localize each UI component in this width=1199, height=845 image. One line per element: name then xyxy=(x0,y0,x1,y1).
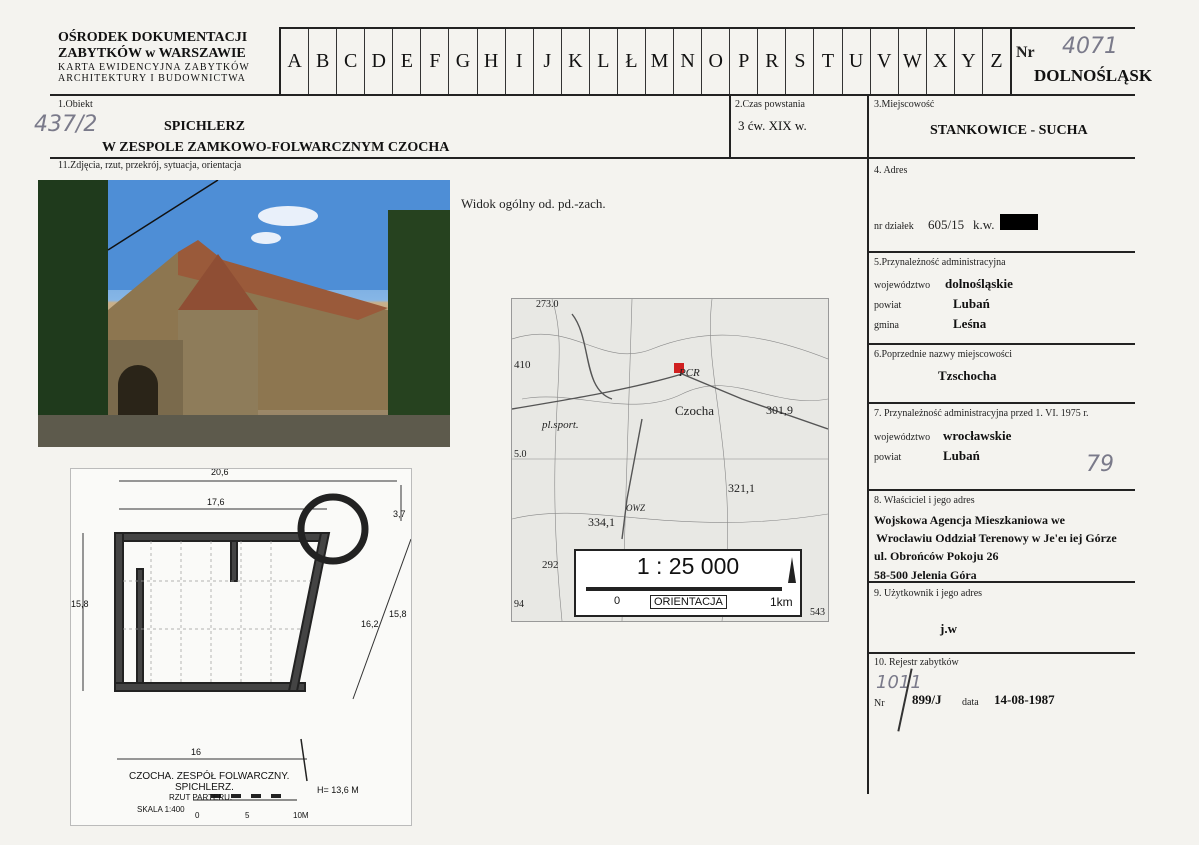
header-line1: OŚRODEK DOKUMENTACJI xyxy=(58,30,248,45)
letter-cell: X xyxy=(926,28,954,94)
letter-cell: S xyxy=(785,28,813,94)
plan-scale-10: 10M xyxy=(293,811,309,820)
przed1975-handwritten: 79 xyxy=(1086,452,1114,477)
rejestr-data-label: data xyxy=(962,697,979,708)
redacted-box xyxy=(1000,214,1038,230)
uzytkownik-value: j.w xyxy=(940,621,957,636)
map-scale: 1 : 25 000 xyxy=(636,553,740,579)
plan-title-2: SPICHLERZ. xyxy=(175,782,234,793)
poprzednie-value: Tzschocha xyxy=(938,368,997,383)
map-height-9: 273.0 xyxy=(536,299,559,310)
plan-dim-2: 17,6 xyxy=(207,497,225,507)
frame-line-2 xyxy=(50,157,1135,159)
przed1975-powiat-label: powiat xyxy=(874,452,902,463)
letter-cell: J xyxy=(533,28,561,94)
map-pcr: PCR xyxy=(679,367,700,379)
frame-v-header xyxy=(279,27,281,95)
letter-cell: Z xyxy=(982,28,1010,94)
frame-v-nr xyxy=(1010,27,1012,95)
letter-cell: M xyxy=(645,28,673,94)
sep-10 xyxy=(867,652,1135,654)
adres-label: 4. Adres xyxy=(874,165,908,176)
sep-7 xyxy=(867,402,1135,404)
plan-height: H= 13,6 M xyxy=(317,785,359,795)
rejestr-nr-value: 899/J xyxy=(912,692,942,707)
sep-8 xyxy=(867,489,1135,491)
map-place: Czocha xyxy=(675,403,714,418)
plan-scale-0: 0 xyxy=(195,811,200,820)
obiekt-context: W ZESPOLE ZAMKOWO-FOLWARCZNYM CZOCHA xyxy=(102,140,450,155)
map-scale-bar xyxy=(586,587,782,591)
building-photo xyxy=(38,180,450,447)
przynaleznosc-label: 5.Przynależność administracyjna xyxy=(874,257,1006,268)
header-line2: ZABYTKÓW w WARSZAWIE xyxy=(58,46,246,61)
rejestr-label: 10. Rejestr zabytków xyxy=(874,657,959,668)
plan-dim-1: 20,6 xyxy=(211,468,229,477)
letter-cell: L xyxy=(589,28,617,94)
letter-cell: F xyxy=(420,28,448,94)
woj-label: województwo xyxy=(874,280,931,291)
czas-label: 2.Czas powstania xyxy=(735,99,805,110)
obiekt-handwritten: 437/2 xyxy=(34,112,98,137)
przed1975-label: 7. Przynależność administracyjna przed 1. VI. 1975 r. xyxy=(874,408,1089,419)
letter-cell: Y xyxy=(954,28,982,94)
sep-5 xyxy=(867,251,1135,253)
letter-cell: H xyxy=(477,28,505,94)
plan-dim-4: 15,8 xyxy=(389,609,407,619)
wlasciciel-line4: 58-500 Jelenia Góra xyxy=(874,568,977,582)
letter-cell: C xyxy=(336,28,364,94)
dzialek-value: 605/15 xyxy=(928,217,965,232)
miejscowosc-label: 3.Miejscowość xyxy=(874,99,935,110)
woj-value: dolnośląskie xyxy=(945,276,1013,291)
przed1975-woj-label: województwo xyxy=(874,432,931,443)
frame-line-1 xyxy=(50,94,1135,96)
letter-cell: P xyxy=(729,28,757,94)
plan-dim-6: 16,2 xyxy=(361,619,379,629)
sep-6 xyxy=(867,343,1135,345)
header-line3: KARTA EWIDENCYJNA ZABYTKÓW xyxy=(58,62,250,73)
map-height-2: 321,1 xyxy=(728,481,755,495)
powiat-label: powiat xyxy=(874,300,902,311)
zdjecia-label: 11.Zdjęcia, rzut, przekrój, sytuacja, orientacja xyxy=(58,160,242,171)
frame-top xyxy=(280,27,1135,29)
map-height-5: 410 xyxy=(514,359,531,371)
uzytkownik-label: 9. Użytkownik i jego adres xyxy=(874,588,983,599)
letter-index-row xyxy=(280,28,1010,94)
letter-cell: O xyxy=(701,28,729,94)
photo-caption: Widok ogólny od. pd.-zach. xyxy=(461,196,606,211)
location-map xyxy=(511,298,829,622)
rejestr-nr-label: Nr xyxy=(874,698,885,709)
map-height-6: 543 xyxy=(810,607,825,618)
map-height-4: 292 xyxy=(542,559,559,571)
letter-cell: I xyxy=(505,28,533,94)
plan-dim-7: 3,7 xyxy=(393,509,406,519)
gmina-value: Leśna xyxy=(953,316,987,331)
map-owz: OWZ xyxy=(626,503,646,513)
obiekt-name: SPICHLERZ xyxy=(164,119,245,134)
plan-scale-5: 5 xyxy=(245,811,250,820)
powiat-value: Lubań xyxy=(953,296,990,311)
letter-cell: V xyxy=(870,28,898,94)
poprzednie-label: 6.Poprzednie nazwy miejscowości xyxy=(874,349,1013,360)
letter-cell: B xyxy=(308,28,336,94)
wlasciciel-line1: Wojskowa Agencja Mieszkaniowa we xyxy=(874,513,1065,527)
dzialek-label: nr działek xyxy=(874,221,914,232)
letter-cell: D xyxy=(364,28,392,94)
region-label: DOLNOŚLĄSK xyxy=(1034,66,1153,85)
map-scale-zero: 0 xyxy=(614,595,621,607)
map-orientacja: ORIENTACJA xyxy=(650,595,727,609)
rejestr-data-value: 14-08-1987 xyxy=(994,692,1055,707)
wlasciciel-line2: Wrocławiu Oddział Terenowy w Je'eı iej Górze xyxy=(876,531,1117,545)
przed1975-woj-value: wrocławskie xyxy=(943,428,1012,443)
plan-title-1: CZOCHA. ZESPÓŁ FOLWARCZNY. xyxy=(129,771,290,782)
plan-dim-3: 15,8 xyxy=(71,599,89,609)
letter-cell: T xyxy=(813,28,841,94)
letter-cell: K xyxy=(561,28,589,94)
obiekt-label: 1.Obiekt xyxy=(58,99,93,110)
plan-scale: SKALA 1:400 xyxy=(137,805,185,814)
header-line4: ARCHITEKTURY I BUDOWNICTWA xyxy=(58,73,246,84)
letter-cell: R xyxy=(757,28,785,94)
letter-cell: N xyxy=(673,28,701,94)
map-height-7: 94 xyxy=(514,599,524,610)
letter-cell: Ł xyxy=(617,28,645,94)
frame-v-czas xyxy=(729,94,731,158)
plan-dim-5: 16 xyxy=(191,747,202,757)
wlasciciel-label: 8. Właściciel i jego adres xyxy=(874,495,975,506)
map-height-8: 5.0 xyxy=(514,449,527,460)
plan-title-3: RZUT PARTERU. xyxy=(169,793,233,802)
przed1975-powiat-value: Lubań xyxy=(943,448,980,463)
map-height-3: 334,1 xyxy=(588,515,615,529)
nr-handwritten: 4071 xyxy=(1062,34,1118,59)
north-arrow-icon xyxy=(788,557,796,583)
letter-cell: G xyxy=(448,28,476,94)
map-scale-km: 1km xyxy=(770,595,793,609)
letter-cell: E xyxy=(392,28,420,94)
frame-v-right xyxy=(867,94,869,794)
letter-cell: A xyxy=(280,28,308,94)
miejscowosc-value: STANKOWICE - SUCHA xyxy=(930,123,1088,138)
gmina-label: gmina xyxy=(874,320,899,331)
map-scale-box xyxy=(574,549,802,617)
map-height-1: 301,9 xyxy=(766,403,793,417)
letter-cell: W xyxy=(898,28,926,94)
kw-label: k.w. xyxy=(973,217,995,232)
floor-plan xyxy=(70,468,412,826)
map-sport: pl.sport. xyxy=(542,419,579,431)
institution-header xyxy=(58,30,272,84)
rejestr-handwritten: 1011 xyxy=(876,672,922,693)
wlasciciel-line3: ul. Obrońców Pokoju 26 xyxy=(874,549,999,563)
czas-value: 3 ćw. XIX w. xyxy=(738,118,807,133)
nr-label: Nr xyxy=(1016,44,1035,61)
letter-cell: U xyxy=(842,28,870,94)
